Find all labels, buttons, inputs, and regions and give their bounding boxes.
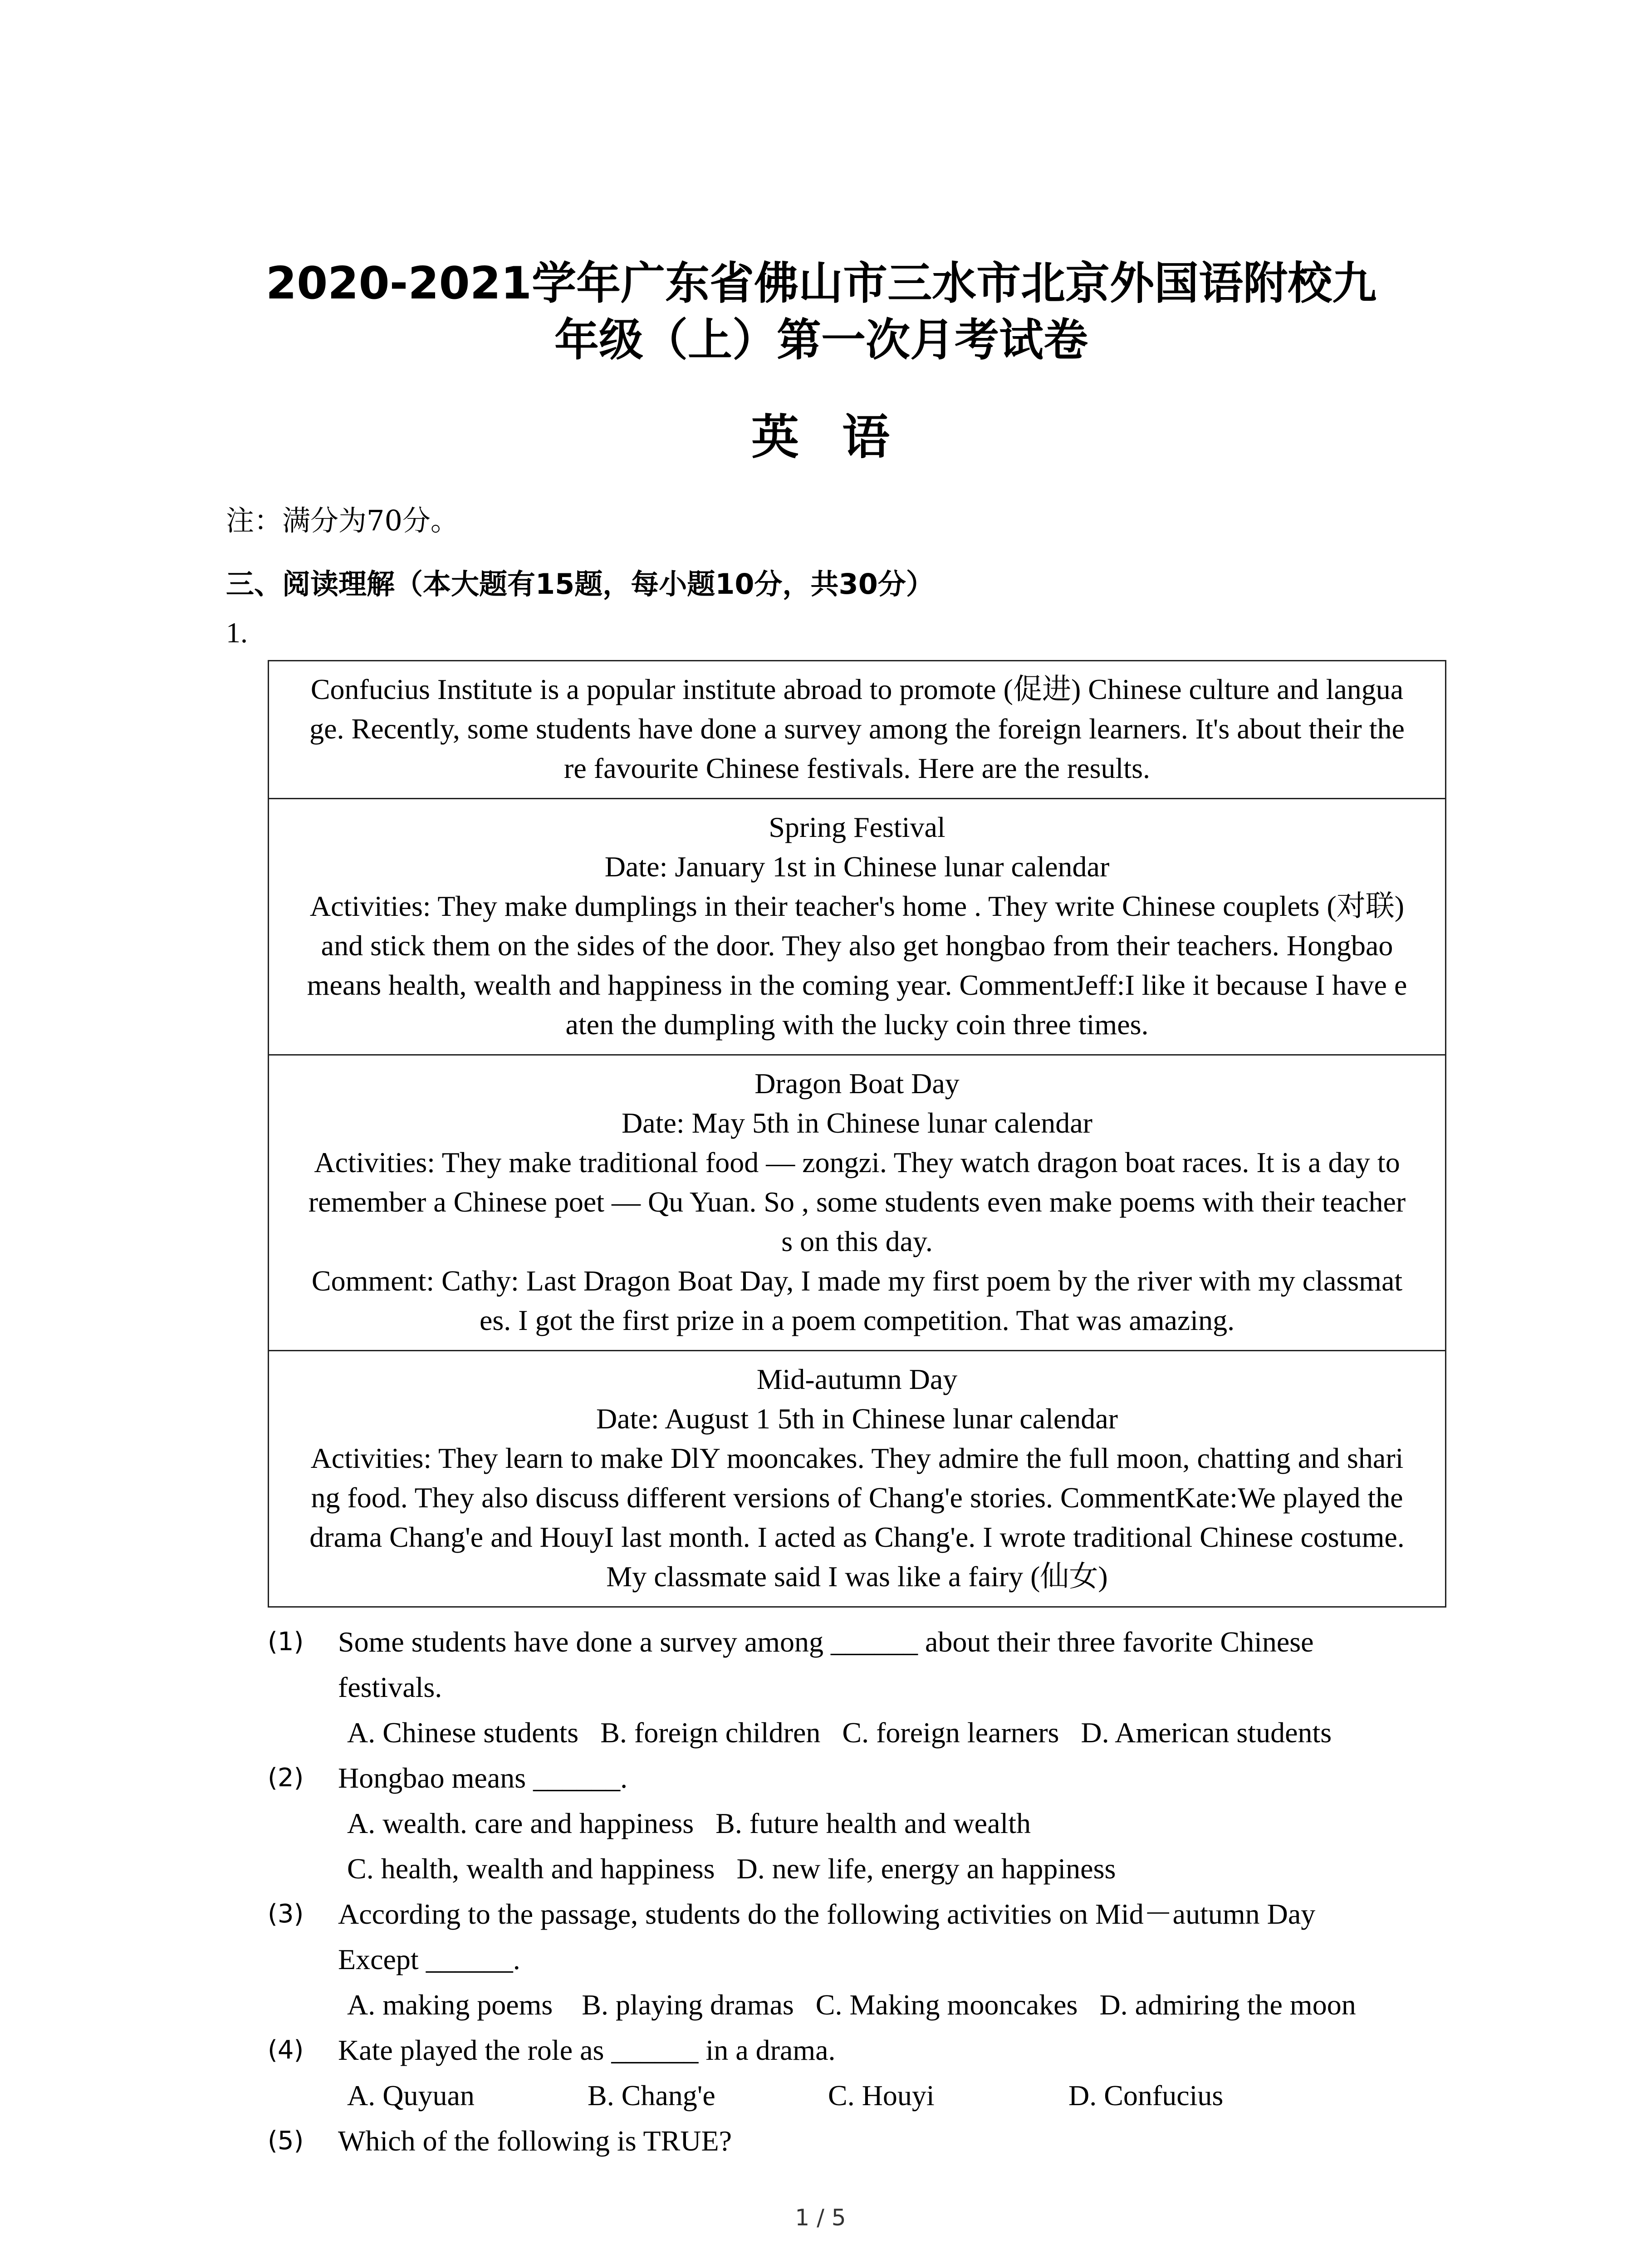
- score-note: 注：满分为70分。: [226, 504, 459, 537]
- answer-options: A. wealth. care and happiness B. future health and wealth: [347, 1807, 1031, 1839]
- sub-question-number: (5): [268, 2126, 304, 2156]
- festival-cell-dragon-boat: [269, 1054, 1445, 1350]
- sub-question-4: [254, 2028, 1479, 2118]
- question-stem: Except ______.: [338, 1943, 520, 1975]
- passage-line: re favourite Chinese festivals. Here are the results.: [564, 752, 1150, 784]
- sub-question-number: (1): [268, 1627, 304, 1657]
- exam-title-line1: 2020-2021学年广东省佛山市三水市北京外国语附校九: [265, 258, 1377, 309]
- passage-line: ge. Recently, some students have done a survey among the foreign learners. It's about their the: [309, 713, 1405, 745]
- passage-intro-cell: [269, 661, 1445, 798]
- answer-options: A. Chinese students B. foreign children C. foreign learners D. American students: [347, 1716, 1332, 1749]
- festival-line: and stick them on the sides of the door. They also get hongbao from their teachers. Hongbao: [321, 929, 1393, 962]
- passage-line: Confucius Institute is a popular institute abroad to promote (促进) Chinese culture and langua: [310, 673, 1404, 705]
- passage-table: [268, 660, 1446, 1608]
- section-heading: 三、阅读理解（本大题有15题，每小题10分，共30分）: [226, 567, 934, 601]
- question-number: 1.: [226, 616, 248, 649]
- festival-line: My classmate said I was like a fairy (仙女): [606, 1560, 1108, 1593]
- exam-title-line2: 年级（上）第一次月考试卷: [554, 314, 1088, 366]
- festival-line: means health, wealth and happiness in the coming year. CommentJeff:I like it because I have e: [307, 969, 1407, 1001]
- festival-line: aten the dumpling with the lucky coin three times.: [565, 1008, 1149, 1041]
- festival-name: Dragon Boat Day: [754, 1067, 960, 1100]
- sub-question-2: [254, 1755, 1479, 1892]
- festival-line: ng food. They also discuss different versions of Chang'e stories. CommentKate:We played the: [311, 1481, 1403, 1514]
- question-stem: Kate played the role as ______ in a drama.: [338, 2034, 836, 2066]
- festival-line: Activities: They make dumplings in their teacher's home . They write Chinese couplets (对联): [309, 890, 1405, 922]
- option-b: B. Chang'e: [588, 2079, 715, 2112]
- answer-options: [347, 2073, 1479, 2118]
- festival-line: Date: January 1st in Chinese lunar calendar: [604, 850, 1110, 883]
- festival-line: s on this day.: [781, 1225, 933, 1257]
- answer-options: A. making poems B. playing dramas C. Making mooncakes D. admiring the moon: [347, 1989, 1356, 2021]
- question-stem: According to the passage, students do the following activities on Mid－autumn Day: [338, 1898, 1316, 1930]
- question-stem: Hongbao means ______.: [338, 1762, 628, 1794]
- sub-question-1: [254, 1619, 1479, 1755]
- festival-cell-spring: [269, 798, 1445, 1054]
- festival-line: Activities: They make traditional food — zongzi. They watch dragon boat races. It is a day to: [314, 1146, 1400, 1178]
- festival-line: Activities: They learn to make DlY mooncakes. They admire the full moon, chatting and shari: [310, 1442, 1404, 1474]
- question-stem: Which of the following is TRUE?: [338, 2125, 732, 2157]
- sub-question-number: (2): [268, 1763, 304, 1793]
- festival-line: Date: August 1 5th in Chinese lunar calendar: [596, 1403, 1118, 1435]
- festival-name: Mid-autumn Day: [756, 1363, 958, 1395]
- answer-options: C. health, wealth and happiness D. new life, energy an happiness: [347, 1853, 1116, 1885]
- festival-line: Comment: Cathy: Last Dragon Boat Day, I made my first poem by the river with my classmat: [311, 1265, 1403, 1297]
- festival-name: Spring Festival: [769, 811, 945, 843]
- sub-question-number: (4): [268, 2035, 304, 2065]
- festival-line: es. I got the first prize in a poem competition. That was amazing.: [479, 1304, 1235, 1336]
- sub-question-3: [254, 1892, 1479, 2028]
- option-a: A. Quyuan: [347, 2079, 475, 2112]
- question-stem: Some students have done a survey among ______ about their three favorite Chinese: [338, 1626, 1314, 1658]
- question-list: [254, 1619, 1479, 2164]
- option-d: D. Confucius: [1068, 2079, 1224, 2112]
- sub-question-5: [254, 2118, 1479, 2164]
- festival-line: Date: May 5th in Chinese lunar calendar: [622, 1107, 1092, 1139]
- question-stem: festivals.: [338, 1671, 442, 1703]
- festival-line: remember a Chinese poet — Qu Yuan. So , some students even make poems with their teacher: [308, 1186, 1406, 1218]
- sub-question-number: (3): [268, 1899, 304, 1929]
- option-c: C. Houyi: [828, 2079, 935, 2112]
- page-number: 1 / 5: [795, 2204, 846, 2231]
- subject-heading: 英语: [751, 410, 933, 465]
- festival-cell-mid-autumn: [269, 1350, 1445, 1606]
- festival-line: drama Chang'e and HouyI last month. I acted as Chang'e. I wrote traditional Chinese costume.: [309, 1521, 1405, 1553]
